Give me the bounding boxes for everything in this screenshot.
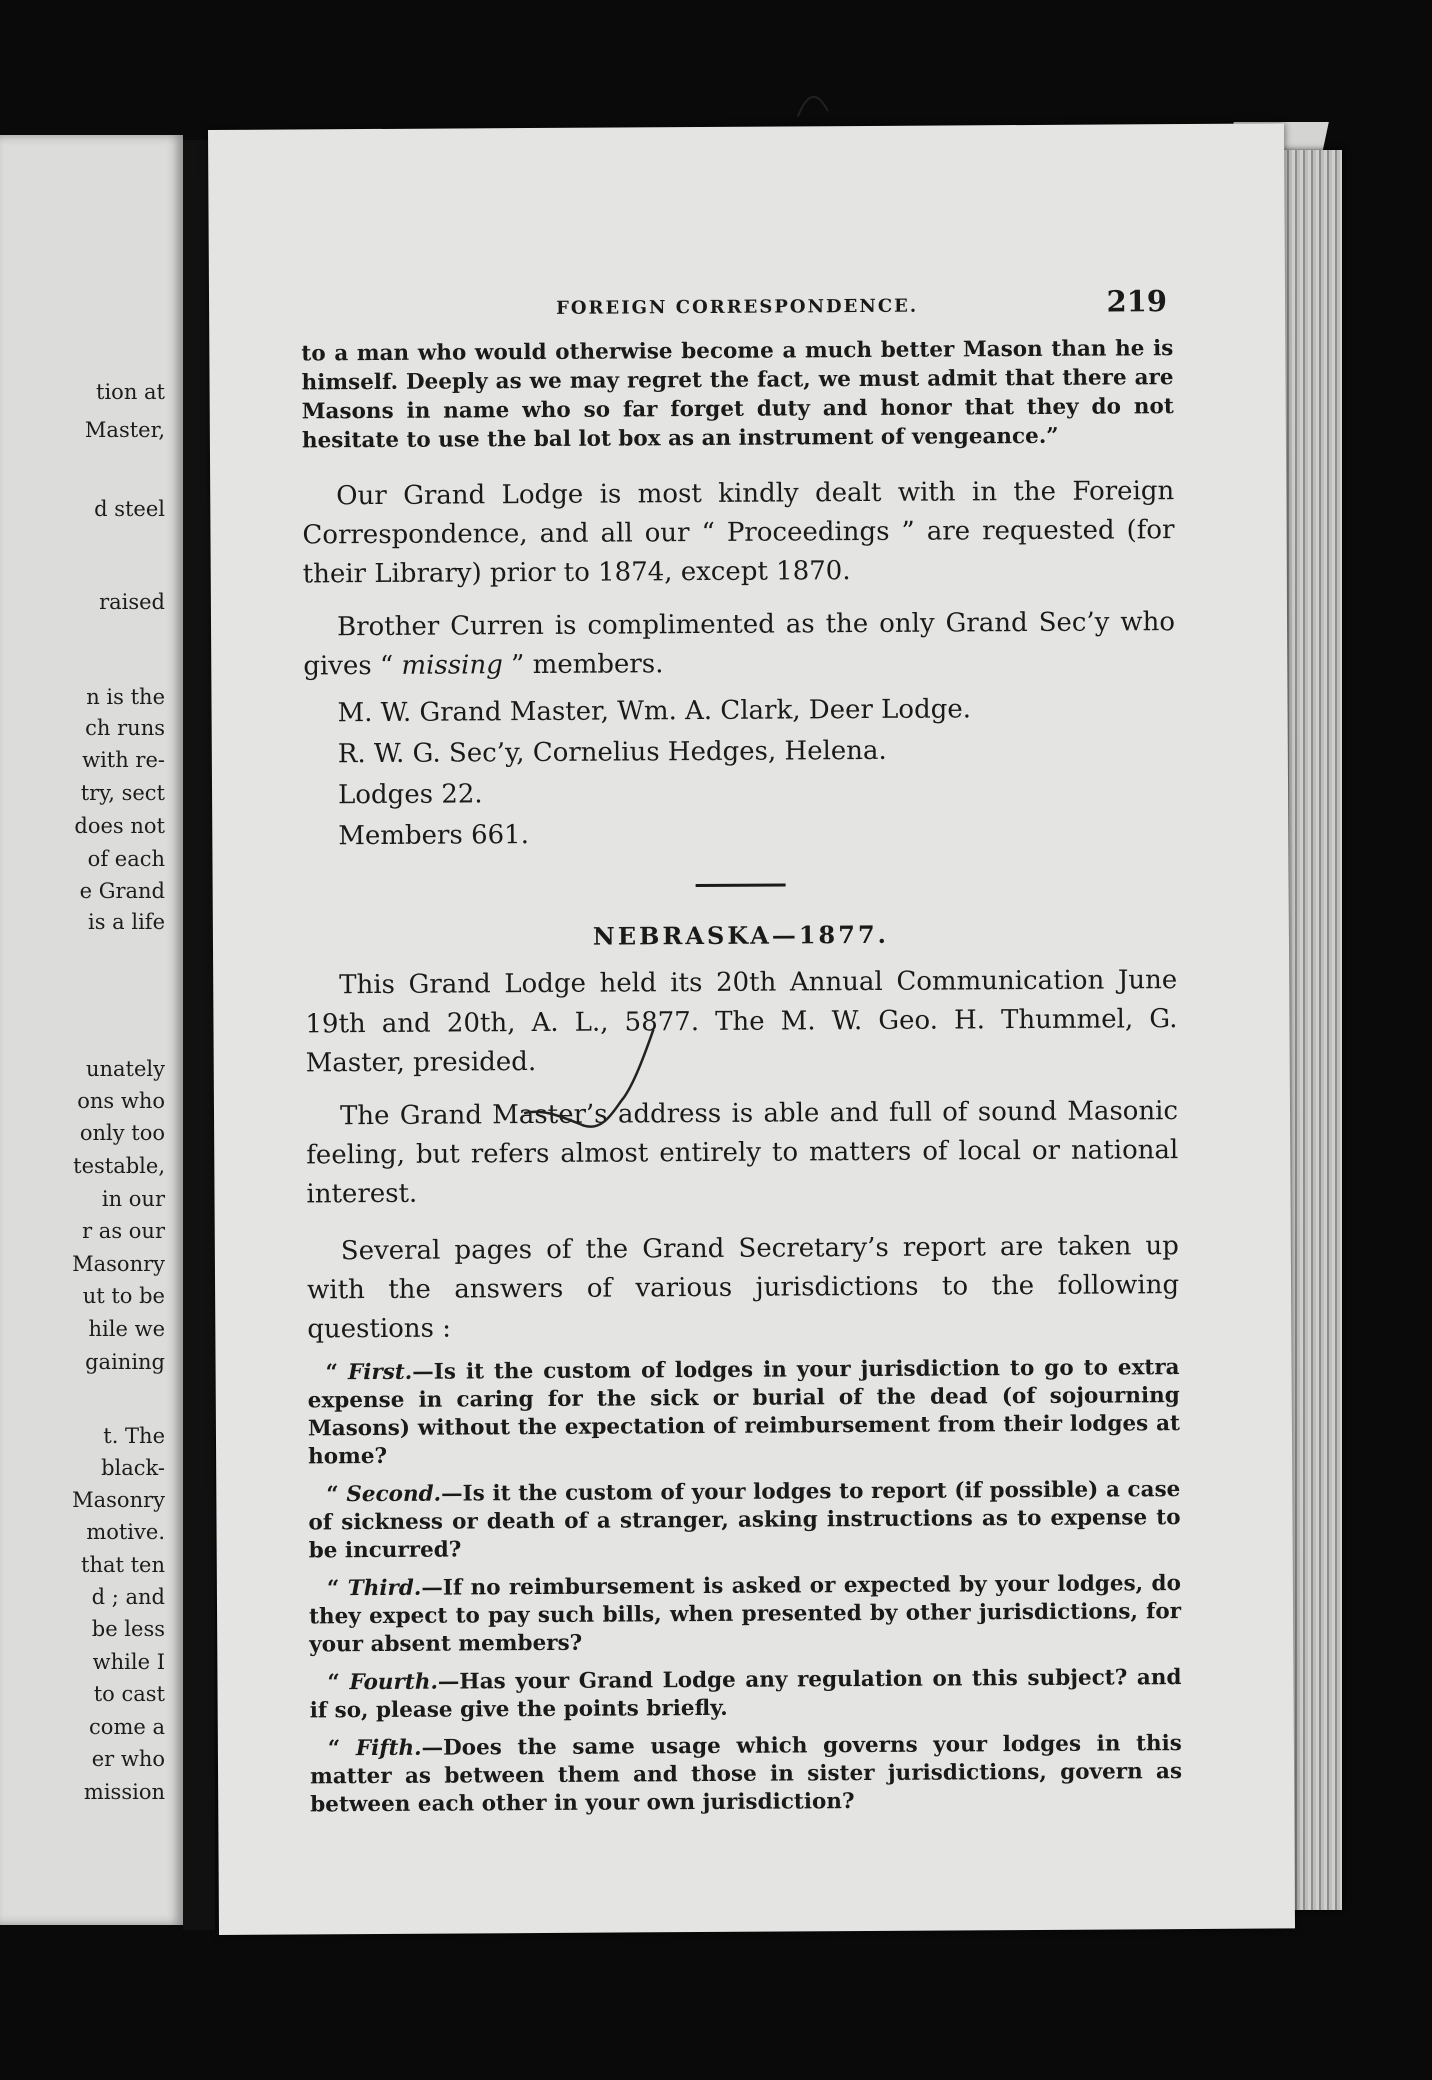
grand-secretary-line: R. W. G. Sec’y, Cornelius Hedges, Helena. xyxy=(337,735,887,770)
previous-page-text-fragment: testable, xyxy=(73,1154,165,1178)
previous-page-text-fragment: unately xyxy=(85,1057,165,1081)
previous-page-text-fragment: d ; and xyxy=(91,1585,165,1609)
previous-page-text-fragment: try, sect xyxy=(80,781,165,805)
paragraph-nebraska: This Grand Lodge held its 20th Annual Communication June 19th and 20th, A. L., 5877. The M. W. Geo. H. Thummel, G. Master, presided. xyxy=(305,965,1178,1079)
page-content xyxy=(301,284,1182,1819)
previous-page-text-fragment: Masonry xyxy=(72,1488,165,1512)
question-item xyxy=(308,1476,1180,1565)
page-number: 219 xyxy=(1106,284,1168,319)
previous-page-text-fragment: er who xyxy=(91,1747,165,1771)
paragraph-grand-master-address: The Grand Master’s address is able and full of sound Masonic feeling, but refers almost entirely to matters of local or national interest. xyxy=(306,1096,1179,1210)
lodges-line: Lodges 22. xyxy=(337,779,483,811)
previous-page-text-fragment: gaining xyxy=(85,1350,165,1374)
previous-page-text-fragment: motive. xyxy=(86,1520,165,1544)
question-open-quote: “ xyxy=(327,1736,356,1762)
previous-page-text-fragment: is a life xyxy=(88,910,165,934)
question-label: First. xyxy=(347,1359,413,1386)
book-page xyxy=(208,123,1295,1935)
section-rule xyxy=(696,883,786,887)
previous-page-text-fragment: only too xyxy=(79,1121,165,1145)
previous-page-text-fragment: come a xyxy=(89,1715,165,1739)
previous-page-text-fragment: raised xyxy=(99,590,165,614)
running-title: FOREIGN CORRESPONDENCE. xyxy=(556,295,919,319)
previous-page-text-fragment: ch runs xyxy=(85,716,165,740)
previous-page-text-fragment: be less xyxy=(91,1617,165,1641)
previous-page-text-fragment: r as our xyxy=(82,1219,165,1243)
previous-page-text-fragment: with re- xyxy=(82,748,165,772)
question-text: —If no reimbursement is asked or expected by your lodges, do they expect to pay such bills, when presented by other jurisdictions, for your absent members? xyxy=(309,1571,1182,1658)
previous-page-text-fragment: Masonry xyxy=(72,1252,165,1276)
question-item xyxy=(310,1730,1182,1819)
question-item xyxy=(308,1354,1181,1471)
previous-page-text-fragment: while I xyxy=(92,1650,165,1674)
question-item xyxy=(309,1570,1181,1659)
previous-page-text-fragment: t. The xyxy=(103,1424,165,1448)
previous-page xyxy=(0,135,183,1925)
questions-list xyxy=(308,1354,1183,1819)
question-open-quote: “ xyxy=(325,1360,349,1386)
question-item xyxy=(309,1664,1181,1725)
grand-master-line: M. W. Grand Master, Wm. A. Clark, Deer Lodge. xyxy=(337,694,972,729)
question-text: —Has your Grand Lodge any regulation on this subject? and if so, please give the points briefly. xyxy=(309,1665,1182,1724)
previous-page-text-fragment: n is the xyxy=(86,685,165,709)
question-label: Fifth. xyxy=(355,1735,422,1762)
question-label: Second. xyxy=(346,1481,442,1508)
question-label: Third. xyxy=(347,1575,422,1602)
section-heading: NEBRASKA—1877. xyxy=(592,919,890,951)
paragraph-curren xyxy=(303,603,1175,686)
question-text: —Is it the custom of lodges in your jurisdiction to go to extra expense in caring for the sick or burial of the dead (of sojourning Masons) without the expectation of reimbursement from their lodges at home? xyxy=(307,1355,1180,1470)
paragraph-curren-post: ” members. xyxy=(502,649,664,681)
previous-page-text-fragment: ons who xyxy=(77,1089,165,1113)
previous-page-text-fragment: ut to be xyxy=(82,1284,165,1308)
previous-page-text-fragment: in our xyxy=(101,1187,165,1211)
previous-page-text-fragment: to cast xyxy=(93,1682,165,1706)
previous-page-text-fragment: tion at xyxy=(96,380,165,404)
quote-continuation: to a man who would otherwise become a much better Mason than he is himself. Deeply as we may regret the fact, we must admit that there are Masons in name who so far forget duty and honor that they do not hesitate to use the bal lot box as an instrument of vengeance.” xyxy=(301,336,1174,454)
previous-page-text-fragment: does not xyxy=(74,814,165,838)
running-head xyxy=(301,284,1173,335)
question-open-quote: “ xyxy=(326,1576,348,1602)
paragraph-curren-em: missing xyxy=(401,650,503,681)
previous-page-text-fragment: Master, xyxy=(84,418,165,442)
previous-page-text-fragment: hile we xyxy=(88,1317,165,1341)
question-label: Fourth. xyxy=(349,1669,438,1696)
paragraph-foreign-correspondence: Our Grand Lodge is most kindly dealt with in the Foreign Correspondence, and all our “ Proceedings ” are requested (for their Library) prior to 1874, except 1870. xyxy=(302,476,1175,590)
paragraph-curren-pre: Brother Curren is complimented as the only Grand Sec’y who gives “ xyxy=(303,607,1176,682)
question-open-quote: “ xyxy=(327,1670,350,1696)
previous-page-text-fragment: mission xyxy=(83,1780,165,1804)
previous-page-text-fragment: of each xyxy=(87,847,165,871)
previous-page-text-fragment: that ten xyxy=(81,1553,165,1577)
question-open-quote: “ xyxy=(326,1482,347,1508)
pencil-mark-top xyxy=(788,86,848,126)
previous-page-text-fragment: black- xyxy=(101,1456,165,1480)
question-text: —Does the same usage which governs your lodges in this matter as between them and those in sister jurisdictions, govern as between each other in your own jurisdiction? xyxy=(309,1731,1183,1818)
question-text: —Is it the custom of your lodges to report (if possible) a case of sickness or death of a stranger, asking instructions as to expense to be incurred? xyxy=(308,1477,1181,1564)
previous-page-text-fragment: e Grand xyxy=(79,879,165,903)
paragraph-secretary-report: Several pages of the Grand Secretary’s report are taken up with the answers of various jurisdictions to the following questions : xyxy=(306,1231,1180,1345)
members-line: Members 661. xyxy=(338,820,530,852)
previous-page-text-fragment: d steel xyxy=(94,497,165,521)
